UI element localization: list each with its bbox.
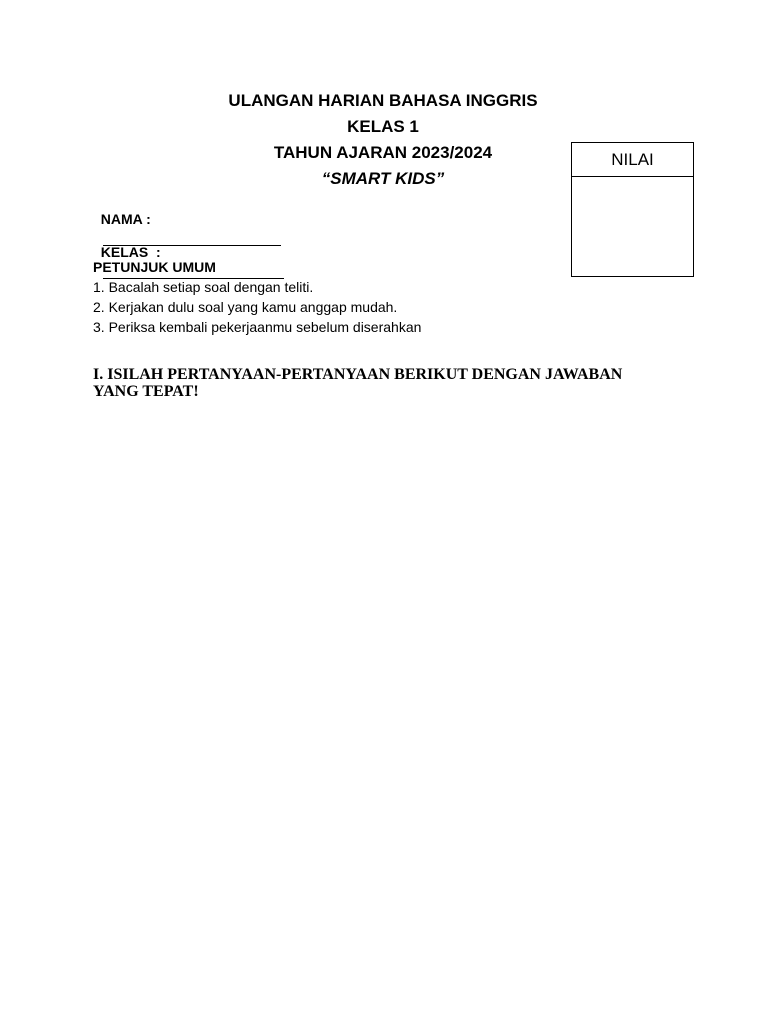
- grade-label: KELAS 1: [347, 117, 419, 136]
- instruction-item: 2. Kerjakan dulu soal yang kamu anggap mudah.: [93, 299, 398, 315]
- score-area: [572, 177, 693, 277]
- motto: “SMART KIDS”: [321, 169, 445, 188]
- class-label: KELAS :: [100, 244, 161, 260]
- academic-year: TAHUN AJARAN 2023/2024: [273, 143, 493, 162]
- instructions-title: PETUNJUK UMUM: [93, 259, 216, 275]
- name-label: NAMA :: [100, 211, 151, 227]
- score-label: NILAI: [572, 143, 693, 177]
- score-box: [571, 142, 694, 277]
- instruction-item: 1. Bacalah setiap soal dengan teliti.: [93, 279, 314, 295]
- general-instructions: [93, 257, 421, 337]
- section-title: I. ISILAH PERTANYAAN-PERTANYAAN BERIKUT DENGAN JAWABAN YANG TEPAT!: [93, 366, 623, 400]
- exam-title: ULANGAN HARIAN BAHASA INGGRIS: [228, 91, 538, 110]
- instruction-item: 3. Periksa kembali pekerjaanmu sebelum diserahkan: [93, 319, 422, 335]
